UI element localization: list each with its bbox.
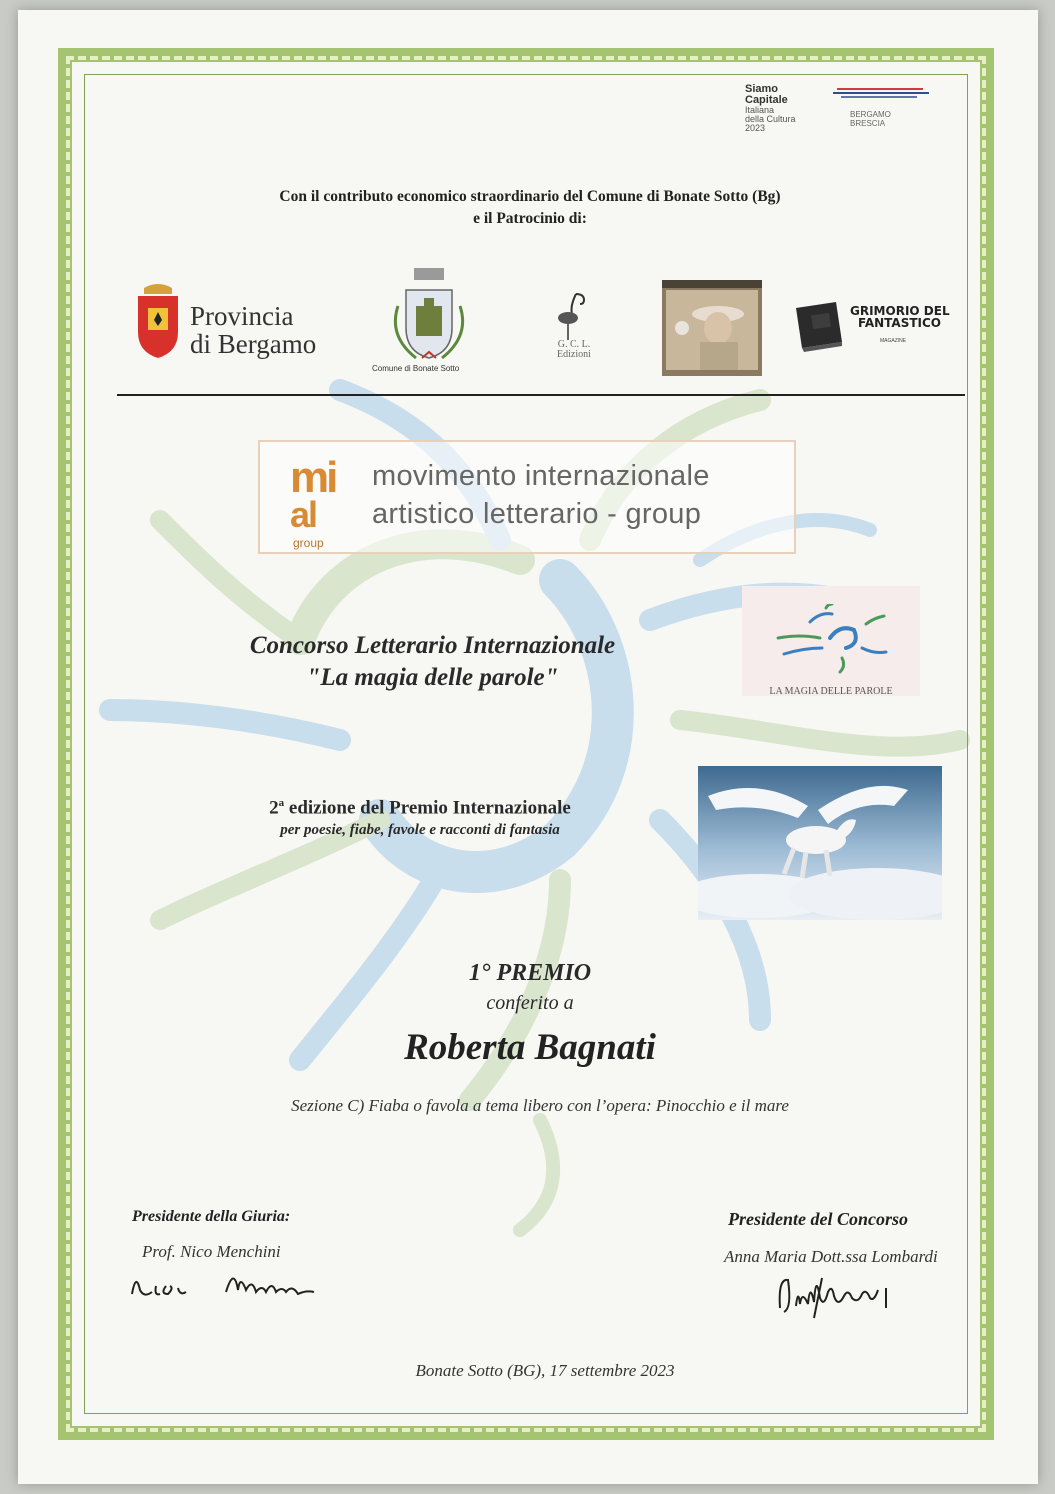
edizione-line2: per poesie, fiabe, favole e racconti di fantasia (280, 822, 560, 839)
contributo-line1: Con il contributo economico straordinario del Comune di Bonate Sotto (Bg) (279, 188, 781, 205)
mial-line2: artistico letterario - group (372, 498, 702, 530)
capitale-cultura-logo (745, 84, 935, 144)
concorso-president-name: Anna Maria Dott.ssa Lombardi (724, 1247, 938, 1266)
giuria-title: Presidente della Giuria: (132, 1208, 291, 1225)
grimorio-book-icon (792, 298, 846, 352)
mial-line1: movimento internazionale (372, 460, 710, 492)
edizione-text (180, 792, 660, 841)
premio-title: 1° PREMIO (468, 960, 592, 986)
edizione-rest: edizione del Premio Internazionale (284, 797, 571, 819)
date-line: Bonate Sotto (BG), 17 settembre 2023 (415, 1361, 675, 1380)
edizione-line1 (180, 792, 660, 819)
concorso-president-title: Presidente del Concorso (728, 1209, 908, 1229)
grimorio-line1: GRIMORIO DEL (850, 304, 950, 318)
grimorio-logo-text (850, 305, 950, 329)
capitale-stripes-icon (833, 86, 929, 100)
provincia-logo-text (190, 302, 316, 358)
comune-crest-icon (386, 266, 472, 364)
provincia-shield-icon (134, 282, 182, 360)
edizione-sup: a (278, 797, 285, 809)
magia-logo-label: LA MAGIA DELLE PAROLE (769, 686, 893, 697)
mial-mark-bottom: al (290, 494, 317, 535)
conferito-text: conferito a (486, 992, 574, 1014)
flamingo-icon (548, 290, 594, 342)
gcl-line1: G. C. L. (557, 339, 591, 350)
capitale-line1: Siamo (745, 83, 779, 95)
mial-mark-top: mi (290, 453, 336, 502)
provincia-line2: di Bergamo (190, 329, 317, 359)
giuria-name: Prof. Nico Menchini (142, 1242, 281, 1261)
horizontal-divider (117, 394, 965, 396)
concorso-line2: "La magia delle parole" (306, 664, 559, 691)
winner-name: Roberta Bagnati (404, 1027, 656, 1068)
gcl-edizioni-logo (544, 340, 604, 360)
gcl-line2: Edizioni (557, 349, 591, 360)
capitale-line4: della Cultura (745, 114, 796, 124)
pegasus-image (698, 766, 942, 920)
concorso-line1: Concorso Letterario Internazionale (249, 632, 616, 659)
contributo-text (150, 186, 910, 230)
capitale-city1: BERGAMO (850, 110, 891, 119)
giuria-signature (126, 1264, 326, 1304)
grimorio-sub: MAGAZINE (880, 338, 907, 344)
comune-label: Comune di Bonate Sotto (372, 364, 460, 373)
contributo-line2: e il Patrocinio di: (473, 210, 587, 227)
capitale-year: 2023 (745, 123, 766, 133)
concorso-signature (774, 1268, 904, 1330)
magia-swirl-icon (770, 604, 890, 674)
capitale-line3: Italiana (745, 105, 775, 115)
grimorio-line2: FANTASTICO (858, 316, 941, 330)
sezione-text: Sezione C) Fiaba o favola a tema libero con l’opera: Pinocchio e il mare (291, 1096, 789, 1115)
mial-group-label: group (293, 536, 324, 550)
provincia-line1: Provincia (190, 301, 294, 331)
mial-mark (290, 453, 348, 536)
portrait-book-cover-image (662, 280, 762, 376)
concorso-title (180, 630, 685, 694)
capitale-line2: Capitale (745, 94, 788, 106)
capitale-city2: BRESCIA (850, 119, 886, 128)
edizione-num: 2 (269, 797, 279, 819)
